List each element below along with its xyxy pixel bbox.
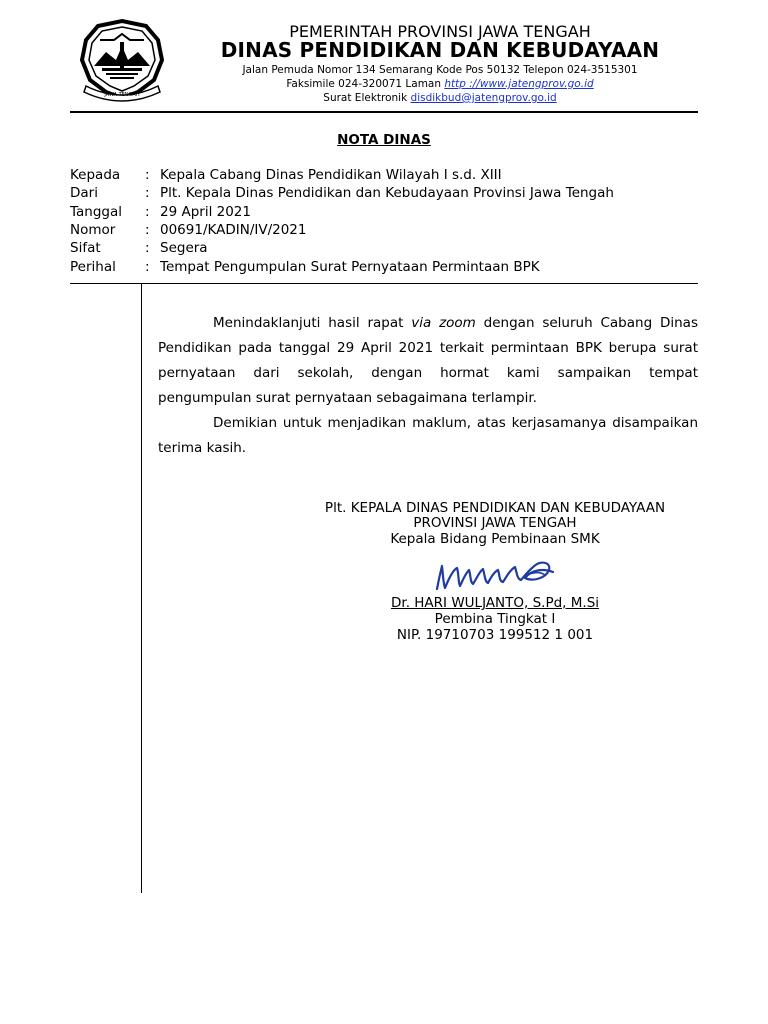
government-name: PEMERINTAH PROVINSI JAWA TENGAH bbox=[289, 22, 591, 41]
meta-label: Sifat bbox=[70, 240, 101, 256]
meta-colon: : bbox=[145, 240, 150, 256]
meta-row-perihal bbox=[70, 258, 710, 276]
signatory-rank: Pembina Tingkat I bbox=[434, 611, 556, 627]
meta-value: Kepala Cabang Dinas Pendidikan Wilayah I s.d. XIII bbox=[160, 167, 502, 183]
p1-text: Menindaklanjuti hasil rapat bbox=[213, 315, 412, 331]
body-paragraph-2: Demikian untuk menjadikan maklum, atas kerjasamanya disampaikan terima kasih. bbox=[158, 415, 698, 456]
fax-label: Faksimile 024-320071 Laman bbox=[286, 78, 445, 90]
meta-value: Plt. Kepala Dinas Pendidikan dan Kebudayaan Provinsi Jawa Tengah bbox=[160, 185, 614, 201]
meta-row-kepada bbox=[70, 166, 710, 184]
document-title: NOTA DINAS bbox=[337, 132, 431, 148]
meta-label: Nomor bbox=[70, 222, 116, 238]
body-paragraph-1 bbox=[158, 311, 698, 411]
meta-row-sifat bbox=[70, 239, 710, 257]
email-line bbox=[170, 92, 710, 104]
meta-colon: : bbox=[145, 204, 150, 220]
fax-website-line bbox=[170, 78, 710, 90]
meta-row-tanggal bbox=[70, 203, 710, 221]
meta-row-nomor bbox=[70, 221, 710, 239]
meta-colon: : bbox=[145, 259, 150, 275]
jawa-tengah-emblem-icon bbox=[76, 18, 168, 106]
address-line: Jalan Pemuda Nomor 134 Semarang Kode Pos 50132 Telepon 024-3515301 bbox=[242, 64, 638, 76]
meta-value: 00691/KADIN/IV/2021 bbox=[160, 222, 307, 238]
handwritten-signature-icon bbox=[433, 556, 563, 594]
p1-text-rest: dengan seluruh Cabang Dinas Pendidikan pada tanggal 29 April 2021 terkait permintaan BPK berupa surat pernyataan dari sekolah, dengan hormat kami sampaikan tempat pengumpulan surat pernyataan sebagaimana terlampir. bbox=[158, 315, 698, 406]
meta-label: Tanggal bbox=[70, 204, 123, 220]
email-label: Surat Elektronik bbox=[323, 92, 411, 104]
meta-row-dari bbox=[70, 184, 710, 202]
meta-divider bbox=[70, 283, 698, 284]
meta-colon: : bbox=[145, 222, 150, 238]
meta-label: Perihal bbox=[70, 259, 116, 275]
meta-value: Segera bbox=[160, 240, 208, 256]
meta-label: Kepada bbox=[70, 167, 121, 183]
meta-value: Tempat Pengumpulan Surat Pernyataan Permintaan BPK bbox=[160, 259, 540, 275]
signatory-nip: NIP. 19710703 199512 1 001 bbox=[396, 627, 594, 643]
website-link[interactable]: http ://www.jatengprov.go.id bbox=[444, 78, 594, 90]
meta-colon: : bbox=[145, 185, 150, 201]
email-link[interactable]: disdikbud@jatengprov.go.id bbox=[410, 92, 557, 104]
logo-ribbon-text: JAWA TENGAH bbox=[104, 92, 140, 98]
signatory-title: Plt. KEPALA DINAS PENDIDIKAN DAN KEBUDAYAAN bbox=[324, 500, 666, 516]
signatory-name: Dr. HARI WULJANTO, S.Pd, M.Si bbox=[390, 595, 600, 611]
meta-value: 29 April 2021 bbox=[160, 204, 251, 220]
signatory-province: PROVINSI JAWA TENGAH bbox=[413, 515, 577, 531]
meta-label: Dari bbox=[70, 185, 98, 201]
signatory-position: Kepala Bidang Pembinaan SMK bbox=[390, 531, 600, 547]
meta-colon: : bbox=[145, 167, 150, 183]
margin-line bbox=[141, 283, 142, 893]
p1-italic: via zoom bbox=[411, 315, 476, 331]
header-divider bbox=[70, 111, 698, 113]
department-name: DINAS PENDIDIKAN DAN KEBUDAYAAN bbox=[220, 38, 660, 62]
